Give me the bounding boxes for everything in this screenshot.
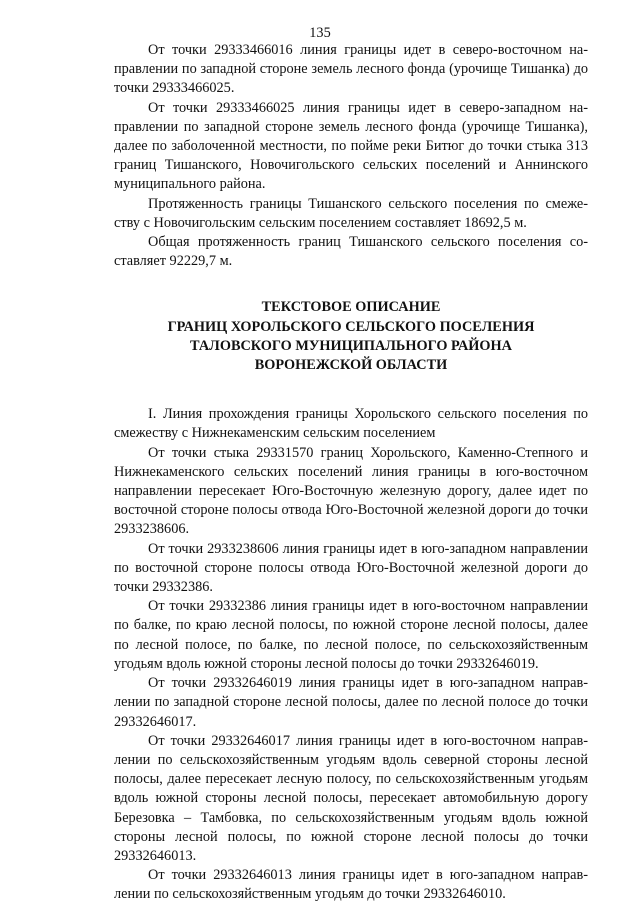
- paragraph: От точки 2933238606 линия границы идет в юго-западном направлении по восточной стороне полосы отвода Юго-Восточной железной дороги до точки 29332386.: [114, 540, 588, 596]
- paragraph: От точки 29332646017 линия границы идет в юго-восточном направлении по сельскохозяйственным угодьям вдоль северной стороны лесной полосы, далее пересекает лесную полосу, по сельскохозяйственным угодьям вдоль южной стороны лесной полосы, пересекает автомобильную дорогу Березовка – Тамбовка, по сельскохозяйственным угодьям вдоль южной стороны лесной полосы, по южной стороне лесной полосы до точки 29332646013.: [114, 732, 588, 864]
- heading-line: ТЕКСТОВОЕ ОПИСАНИЕ: [261, 299, 441, 316]
- heading-line: ТАЛОВСКОГО МУНИЦИПАЛЬНОГО РАЙОНА: [190, 337, 512, 354]
- paragraph: Протяженность границы Тишанского сельского поселения по смежеству с Новочигольским сельским поселением составляет 18692,5 м.: [114, 195, 588, 231]
- heading-line: ВОРОНЕЖСКОЙ ОБЛАСТИ: [254, 357, 448, 374]
- page-number: 135: [309, 25, 331, 41]
- paragraph: От точки 29333466016 линия границы идет в северо-восточном направлении по западной стороне земель лесного фонда (урочище Тишанка) до точки 29333466025.: [114, 42, 588, 97]
- paragraph: От точки 29332646013 линия границы идет в юго-западном направлении по сельскохозяйственным угодьям до точки 29332646010.: [114, 867, 588, 903]
- paragraph: От точки 29332646019 линия границы идет в юго-западном направлении по западной стороне лесной полосы, далее по лесной полосе до точки 29332646017.: [114, 675, 588, 730]
- section-heading: [114, 298, 588, 375]
- section-title: I. Линия прохождения границы Хорольского сельского поселения по смежеству с Нижнекаменским сельским поселением: [114, 406, 588, 442]
- paragraph: От точки 29333466025 линия границы идет в северо-западном направлении по западной стороне земель лесного фонда (урочище Тишанка), далее по заболоченной местности, по пойме реки Битюг до точки стыка 313 границ Тишанского, Новочигольского сельских поселений и Аннинского муниципального района.: [114, 99, 588, 193]
- paragraph: От точки 29332386 линия границы идет в юго-восточном направлении по балке, по краю лесной полосы, по южной стороне лесной полосы, далее по лесной полосе, по балке, по лесной полосе, по сельскохозяйственным угодьям вдоль южной стороны лесной полосы до точки 29332646019.: [114, 598, 588, 672]
- paragraph: Общая протяженность границ Тишанского сельского поселения составляет 92229,7 м.: [114, 234, 588, 270]
- paragraph: От точки стыка 29331570 границ Хорольского, Каменно-Степного и Нижнекаменского сельских поселений линия границы в юго-восточном направлении пересекает Юго-Восточную железную дорогу, далее идет по восточной стороне полосы отвода Юго-Восточной железной дороги до точки 2933238606.: [114, 444, 588, 538]
- heading-line: ГРАНИЦ ХОРОЛЬСКОГО СЕЛЬСКОГО ПОСЕЛЕНИЯ: [167, 318, 535, 335]
- document-body: [114, 41, 588, 905]
